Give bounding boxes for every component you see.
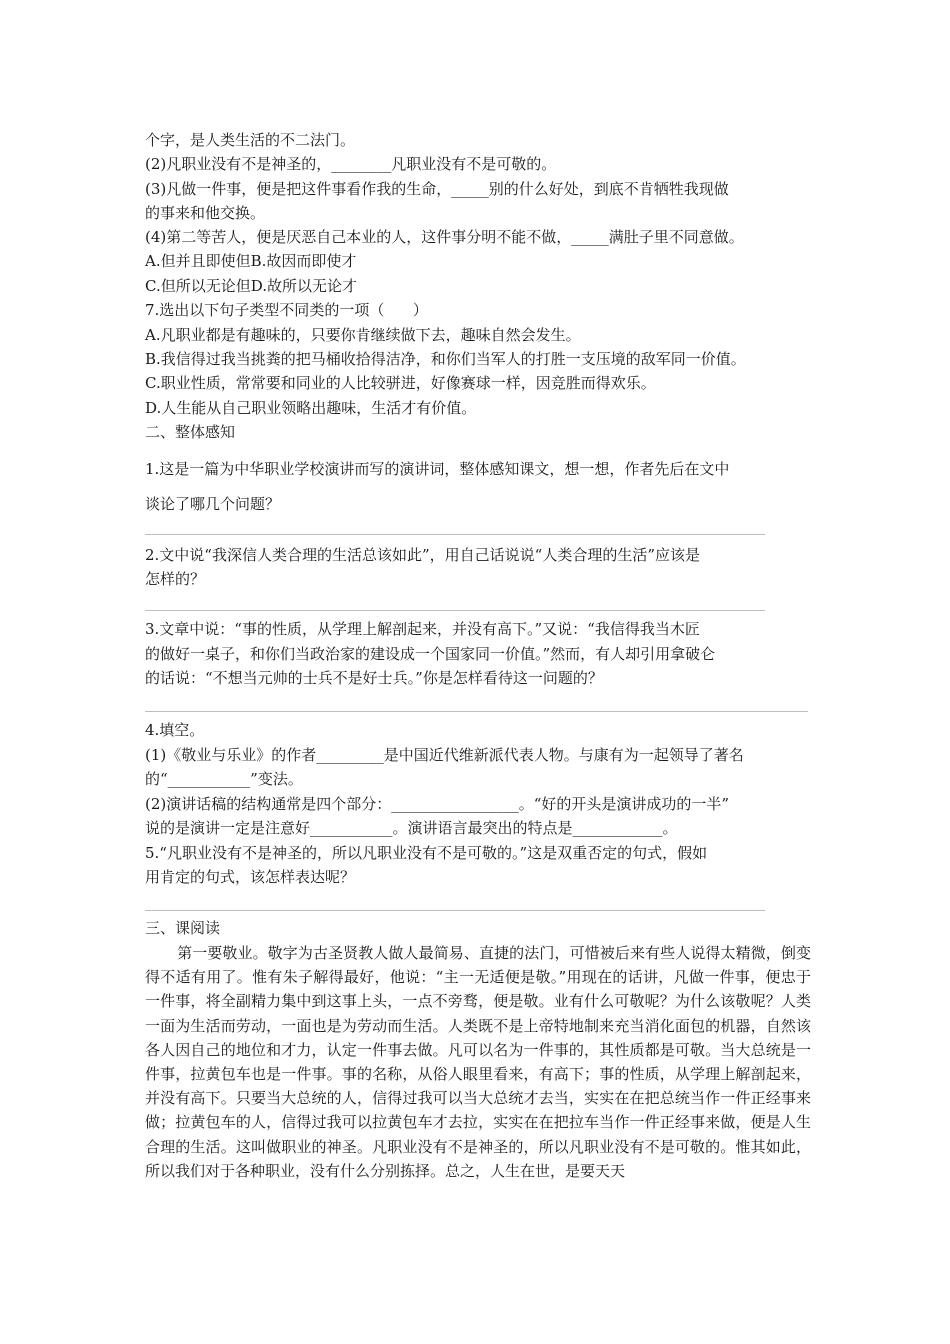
question-line: 说的是演讲一定是注意好___________。演讲语言最突出的特点是____________。	[145, 819, 678, 837]
question-line: 1.这是一篇为中华职业学校演讲而写的演讲词，整体感知课文，想一想，作者先后在文中	[145, 460, 730, 478]
question-line: 2.文中说“我深信人类合理的生活总该如此”，用自己话说说“人类合理的生活”应该是	[145, 546, 700, 564]
question-line: 怎样的？	[145, 570, 206, 588]
question-line: (1)《敬业与乐业》的作者_________是中国近代维新派代表人物。与康有为一起领导了著名	[145, 746, 744, 764]
question-line: 5.“凡职业没有不是神圣的，所以凡职业没有不是可敬的。”这是双重否定的句式，假如	[145, 844, 708, 862]
question-line: 7.选出以下句子类型不同类的一项（ ）	[145, 301, 428, 319]
text-line: (2)凡职业没有不是神圣的，________凡职业没有不是可敬的。	[145, 155, 557, 173]
question-line: 的话说：“不想当元帅的士兵不是好士兵。”你是怎样看待这一问题的？	[145, 669, 603, 687]
question-line: (2)演讲话稿的结构通常是四个部分：_________________。“好的开头是演讲成功的一半”	[145, 795, 730, 813]
question-line: 的“___________”变法。	[145, 770, 303, 788]
question-line: 4.填空。	[145, 721, 205, 739]
text-line: (4)第二等苦人，便是厌恶自己本业的人，这件事分明不能不做，_____满肚子里不同意做。	[145, 228, 744, 246]
answer-line	[145, 711, 808, 712]
question-line: 用肯定的句式，该怎样表达呢？	[145, 868, 356, 886]
option-line: A.凡职业都是有趣味的，只要你肯继续做下去，趣味自然会发生。	[145, 326, 581, 344]
option-line: D.人生能从自己职业领略出趣味，生活才有价值。	[145, 399, 477, 417]
text-line: (3)凡做一件事，便是把这件事看作我的生命，_____别的什么好处，到底不肯牺牲我现做	[145, 180, 729, 198]
option-line: C.职业性质，常常要和同业的人比较骈进，好像赛球一样，因竞胜而得欢乐。	[145, 374, 656, 392]
question-line: 谈论了哪几个问题？	[145, 495, 281, 513]
option-line: C.但所以无论但D.故所以无论才	[145, 277, 357, 295]
option-line: B.我信得过我当挑粪的把马桶收拾得洁净，和你们当军人的打胜一支压境的敌军同一价值。	[145, 350, 746, 368]
answer-line	[145, 910, 765, 911]
text-line: 的事来和他交换。	[145, 204, 266, 222]
answer-line	[145, 610, 765, 611]
section-heading: 三、课阅读	[145, 919, 221, 937]
question-line: 的做好一桌子，和你们当政治家的建设成一个国家同一价值。”然而，有人却引用拿破仑	[145, 645, 716, 663]
option-line: A.但并且即使但B.故因而即使才	[145, 252, 357, 270]
section-heading: 二、整体感知	[145, 423, 236, 441]
reading-passage	[145, 941, 811, 1183]
answer-line	[145, 534, 765, 535]
question-line: 3.文章中说：“事的性质，从学理上解剖起来，并没有高下。”又说：“我信得我当木匠	[145, 620, 700, 638]
reading-passage-text: 第一要敬业。敬字为古圣贤教人做人最简易、直捷的法门，可惜被后来有些人说得太精微，倒变得不适有用了。惟有朱子解得最好，他说：“主一无适便是敬。”用现在的话讲，凡做一件事，便忠于一件事，将全副精力集中到这事上头，一点不旁骛，便是敬。业有什么可敬呢？为什么该敬呢？人类一面为生活而劳动，一面也是为劳动而生活。人类既不是上帝特地制来充当消化面包的机器，自然该各人因自己的地位和才力，认定一件事去做。凡可以名为一件事的，其性质都是可敬。当大总统是一件事，拉黄包车也是一件事。事的名称，从俗人眼里看来，有高下；事的性质，从学理上解剖起来，并没有高下。只要当大总统的人，信得过我可以当大总统才去当，实实在在把总统当作一件正经事来做；拉黄包车的人，信得过我可以拉黄包车才去拉，实实在在把拉车当作一件正经事来做，便是人生合理的生活。这叫做职业的神圣。凡职业没有不是神圣的，所以凡职业没有不是可敬的。惟其如此，所以我们对于各种职业，没有什么分别拣择。总之，人生在世，是要天天	[145, 944, 811, 1180]
text-line: 个字，是人类生活的不二法门。	[145, 131, 356, 149]
